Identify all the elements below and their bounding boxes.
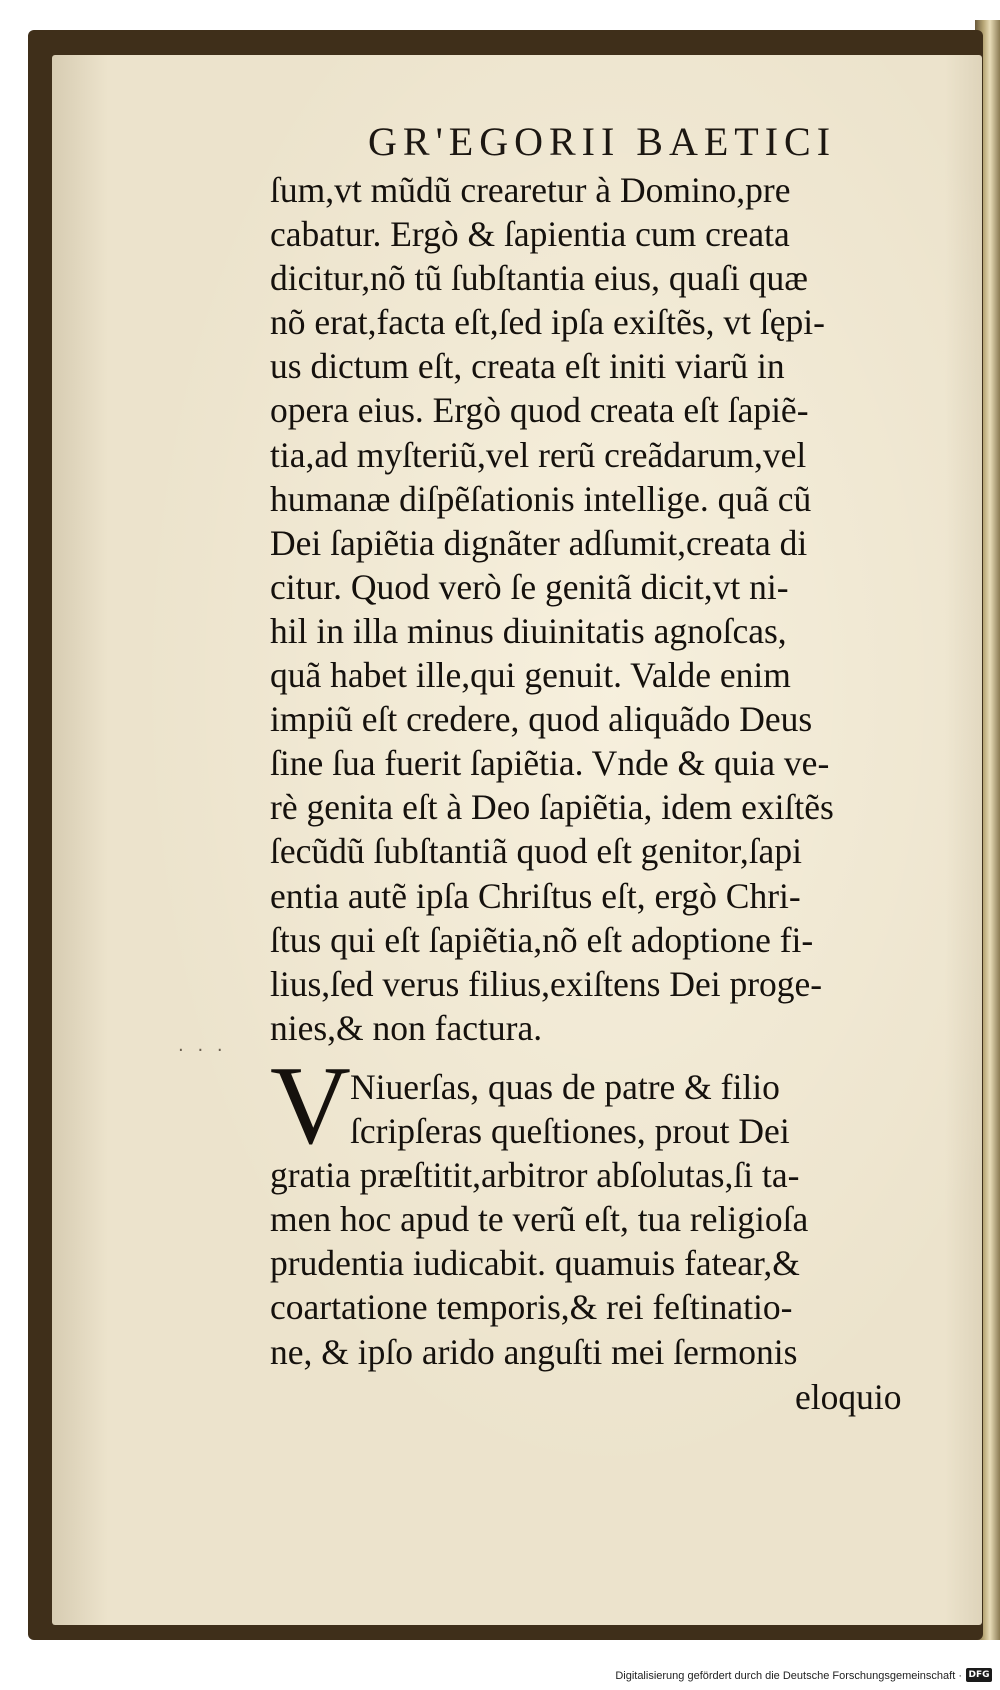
text-line: Niuerſas, quas de patre & filio [350, 1067, 780, 1107]
text-line: prudentia iudicabit. quamuis fatear,& [270, 1243, 800, 1284]
margin-marks: . . . [178, 1035, 227, 1056]
text-line: nõ erat,facta eſt,ſed ipſa exiſtẽs, vt ſępi- [270, 302, 825, 343]
text-line: quã habet ille,qui genuit. Valde enim [270, 655, 791, 696]
digitization-footer [0, 1662, 1000, 1690]
second-paragraph [270, 1044, 960, 1374]
text-line: rè genita eſt à Deo ſapiẽtia, idem exiſtẽs [270, 787, 834, 828]
text-line: Dei ſapiẽtia dignãter adſumit,creata di [270, 522, 808, 563]
body-text [270, 168, 960, 1050]
text-line: nies,& non factura. [270, 1007, 543, 1048]
drop-cap-initial: V [270, 1044, 351, 1168]
text-line: hil in illa minus diuinitatis agnoſcas, [270, 610, 787, 651]
text-line: citur. Quod verò ſe genitã dicit,vt ni- [270, 566, 789, 607]
running-head: GR'EGORII BAETICI [368, 119, 837, 164]
text-line: tia,ad myſteriũ,vel rerũ creãdarum,vel [270, 434, 807, 475]
text-line: lius,ſed verus filius,exiſtens Dei proge- [270, 963, 823, 1004]
text-line: ſecũdũ ſubſtantiã quod eſt genitor,ſapi [270, 831, 802, 872]
dfg-logo: DFG [966, 1668, 992, 1682]
text-line: opera eius. Ergò quod creata eſt ſapiẽ- [270, 390, 809, 431]
text-line: ſum,vt mũdũ crearetur à Domino,pre [270, 170, 791, 210]
text-line: impiũ eſt credere, quod aliquãdo Deus [270, 699, 813, 740]
text-line: entia autẽ ipſa Chriſtus eſt, ergò Chri- [270, 875, 801, 916]
text-line: ſtus qui eſt ſapiẽtia,nõ eſt adoptione fi- [270, 919, 814, 960]
text-line: coartatione temporis,& rei feſtinatio- [270, 1287, 793, 1328]
text-line: ſine ſua fuerit ſapiẽtia. Vnde & quia ve- [270, 743, 830, 784]
catchword: eloquio [795, 1377, 902, 1417]
text-line: humanæ diſpẽſationis intellige. quã cũ [270, 478, 812, 519]
text-line: dicitur,nõ tũ ſubſtantia eius, quaſi quæ [270, 258, 808, 299]
funding-notice: Digitalisierung gefördert durch die Deutsche Forschungsgemeinschaft · [615, 1670, 962, 1682]
text-line: cabatur. Ergò & ſapientia cum creata [270, 214, 790, 255]
text-line: ne, & ipſo arido anguſti mei ſermonis [270, 1331, 798, 1372]
text-line: ſcripſeras queſtiones, prout Dei [350, 1111, 790, 1152]
text-line: gratia præſtitit,arbitror abſolutas,ſi ta- [270, 1155, 800, 1196]
text-line: us dictum eſt, creata eſt initi viarũ in [270, 346, 785, 387]
text-line: men hoc apud te verũ eſt, tua religioſa [270, 1199, 809, 1240]
